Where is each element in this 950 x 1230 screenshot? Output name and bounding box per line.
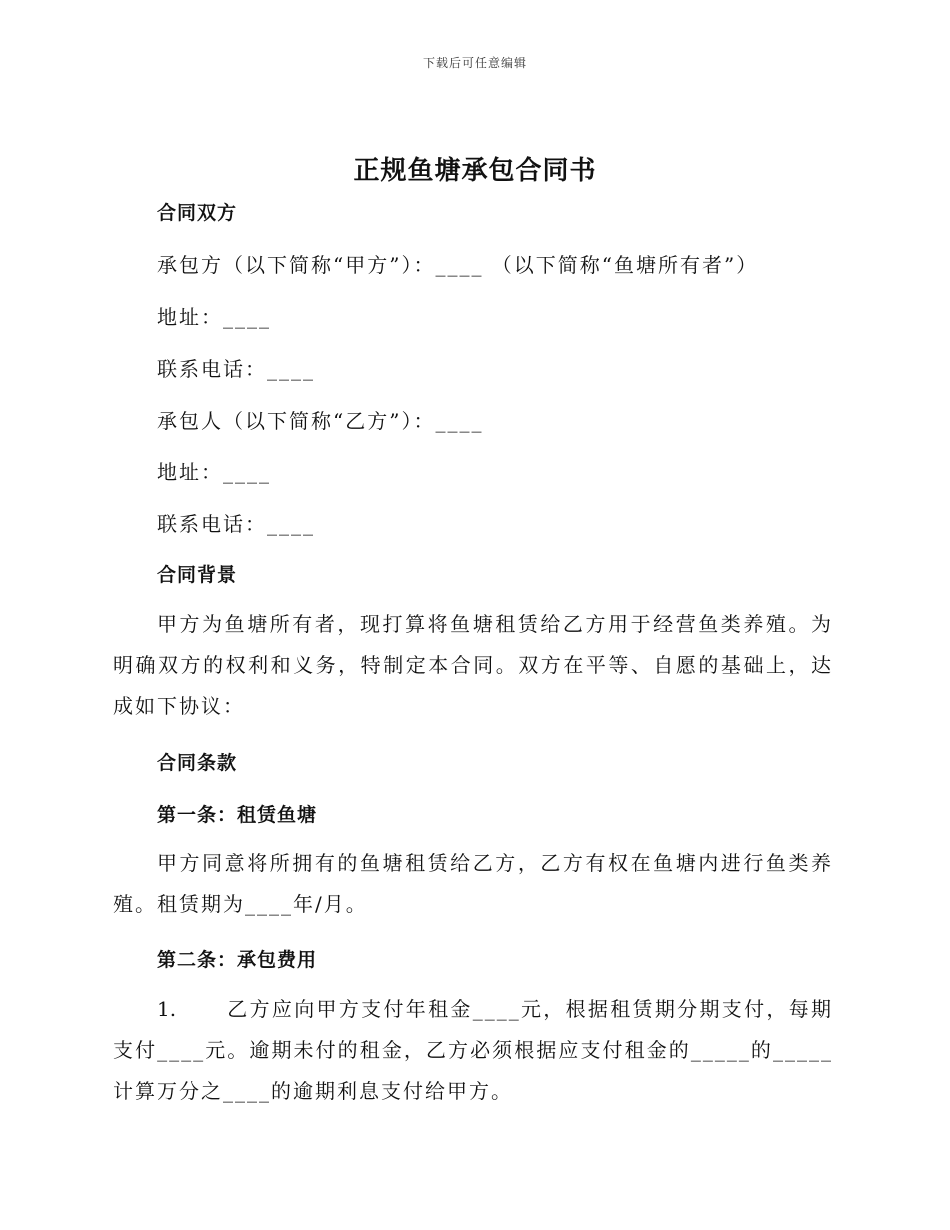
article-1-paragraph: 甲方同意将所拥有的鱼塘租赁给乙方，乙方有权在鱼塘内进行鱼类养殖。租赁期为____年/月。 (113, 851, 833, 916)
parties-heading: 合同双方 (157, 202, 238, 224)
party-b-phone: 联系电话：____ (157, 512, 315, 536)
article-2-item-1-text: 乙方应向甲方支付年租金____元，根据租赁期分期支付，每期支付____元。逾期未付的租金，乙方必须根据应支付租金的_____的_____计算万分之____的逾期利息支付给甲方。 (113, 997, 833, 1103)
background-paragraph: 甲方为鱼塘所有者，现打算将鱼塘租赁给乙方用于经营鱼类养殖。为明确双方的权利和义务，特制定本合同。双方在平等、自愿的基础上，达成如下协议： (113, 612, 833, 718)
article-2-heading: 第二条：承包费用 (157, 949, 318, 971)
article-1-heading: 第一条：租赁鱼塘 (157, 804, 318, 826)
party-a-address: 地址：____ (157, 305, 271, 329)
party-a-phone: 联系电话：____ (157, 357, 315, 381)
background-heading: 合同背景 (157, 564, 238, 586)
document-title: 正规鱼塘承包合同书 (353, 156, 597, 186)
party-a-line: 承包方（以下简称“甲方”）：____ （以下简称“鱼塘所有者”） (157, 253, 759, 277)
terms-heading: 合同条款 (157, 752, 238, 774)
party-b-address: 地址：____ (157, 460, 271, 484)
party-b-line: 承包人（以下简称“乙方”）：____ (157, 409, 484, 433)
article-2-item-1-number: 1. (157, 997, 177, 1021)
article-2-item-1 (113, 989, 833, 1112)
header-note: 下载后可任意编辑 (422, 56, 527, 70)
